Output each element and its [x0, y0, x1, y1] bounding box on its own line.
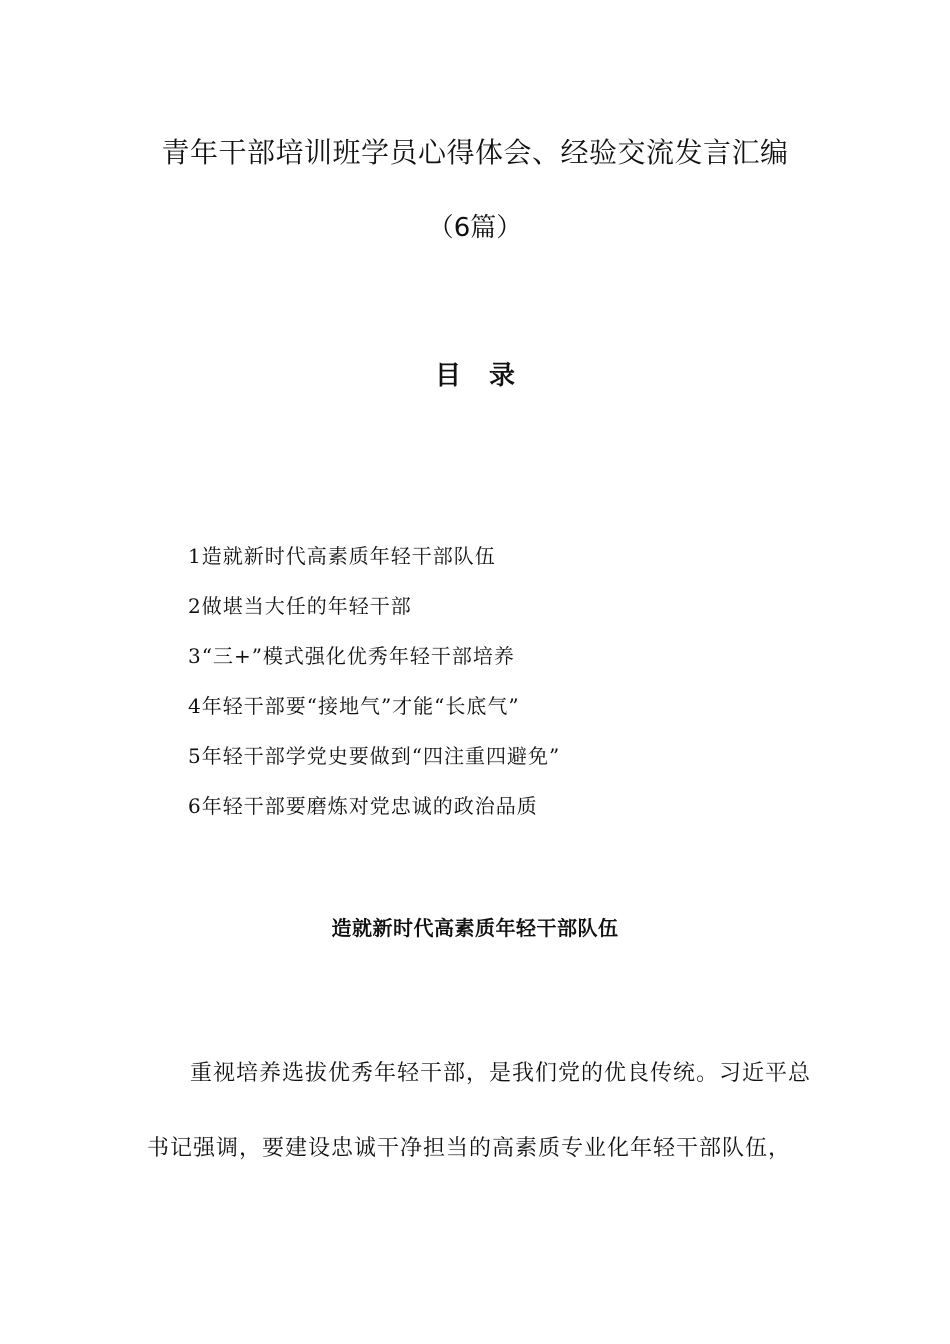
body-text-line: 书记强调，要建设忠诚干净担当的高素质专业化年轻干部队伍，	[147, 1136, 792, 1161]
toc-item[interactable]: 3“三+”模式强化优秀年轻干部培养	[188, 644, 515, 668]
body-text-line: 重视培养选拔优秀年轻干部，是我们党的优良传统。习近平总	[190, 1061, 812, 1086]
section-title: 造就新时代高素质年轻干部队伍	[331, 916, 619, 940]
toc-item[interactable]: 4年轻干部要“接地气”才能“长底气”	[188, 694, 520, 718]
table-of-contents	[188, 531, 560, 831]
toc-heading: 目录	[434, 361, 543, 391]
toc-item[interactable]: 2做堪当大任的年轻干部	[188, 594, 412, 618]
toc-item[interactable]: 5年轻干部学党史要做到“四注重四避免”	[188, 744, 561, 768]
document-subtitle: （6篇）	[427, 213, 523, 243]
toc-item[interactable]: 1造就新时代高素质年轻干部队伍	[188, 544, 496, 568]
document-title: 青年干部培训班学员心得体会、经验交流发言汇编	[161, 136, 789, 169]
toc-item[interactable]: 6年轻干部要磨炼对党忠诚的政治品质	[188, 794, 538, 818]
